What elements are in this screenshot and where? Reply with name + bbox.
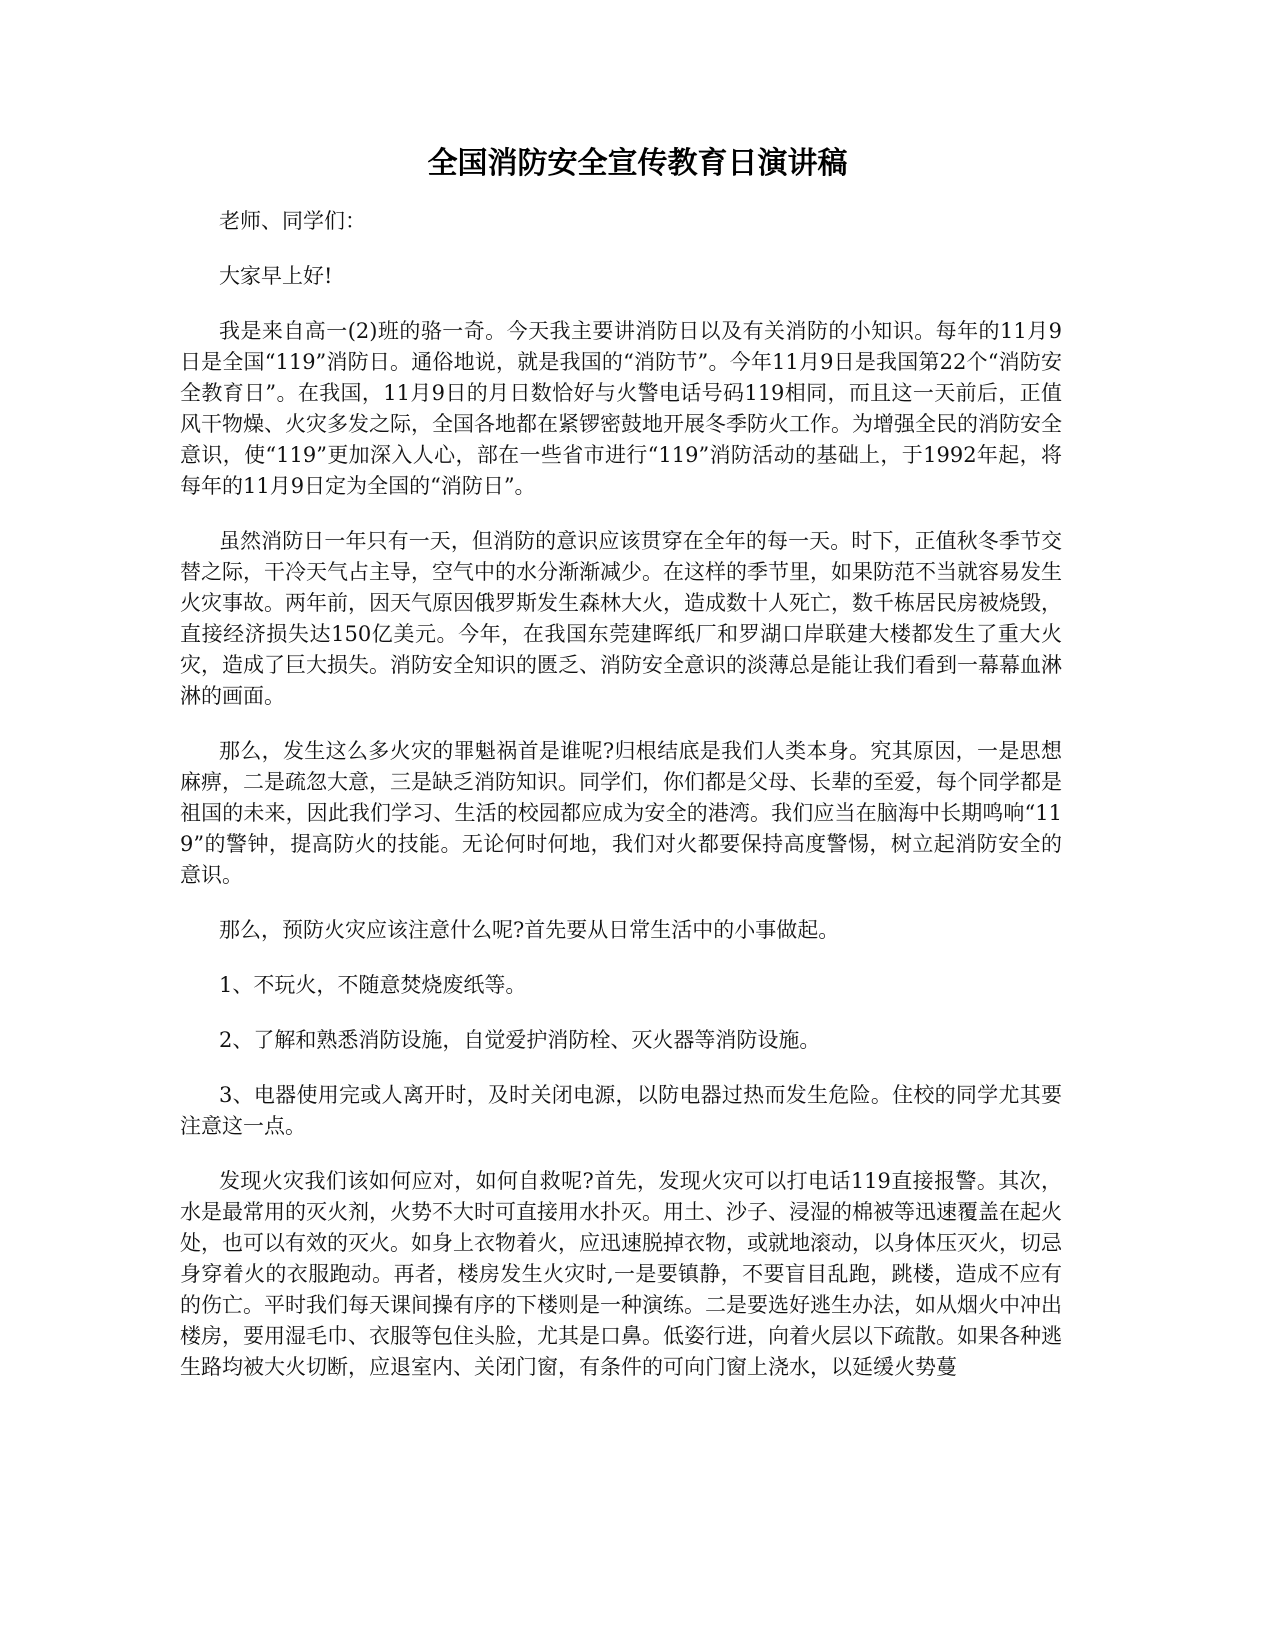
paragraph-season-risk: 虽然消防日一年只有一天，但消防的意识应该贯穿在全年的每一天。时下，正值秋冬季节交替之际，干冷天气占主导，空气中的水分渐渐减少。在这样的季节里，如果防范不当就容易发生火灾事故。两年前，因天气原因俄罗斯发生森林大火，造成数十人死亡，数千栋居民房被烧毁，直接经济损失达150亿美元。今年，在我国东莞建晖纸厂和罗湖口岸联建大楼都发生了重大火灾，造成了巨大损失。消防安全知识的匮乏、消防安全意识的淡薄总是能让我们看到一幕幕血淋淋的画面。 [180,529,1062,708]
list-item-2: 2、了解和熟悉消防设施，自觉爱护消防栓、灭火器等消防设施。 [219,1028,821,1052]
salutation: 老师、同学们： [219,209,366,233]
paragraph-prevention-intro: 那么，预防火灾应该注意什么呢?首先要从日常生活中的小事做起。 [219,918,840,942]
paragraph-introduction: 我是来自高一(2)班的骆一奇。今天我主要讲消防日以及有关消防的小知识。每年的11月9日是全国“119”消防日。通俗地说，就是我国的“消防节”。今年11月9日是我国第22个“消防安全教育日”。在我国，11月9日的月日数恰好与火警电话号码119相同，而且这一天前后，正值风干物燥、火灾多发之际，全国各地都在紧锣密鼓地开展冬季防火工作。为增强全民的消防安全意识，使“119”更加深入人心，部在一些省市进行“119”消防活动的基础上，于1992年起，将每年的11月9日定为全国的“消防日”。 [180,319,1062,498]
greeting: 大家早上好! [219,264,333,288]
paragraph-causes: 那么，发生这么多火灾的罪魁祸首是谁呢?归根结底是我们人类本身。究其原因，一是思想麻痹，二是疏忽大意，三是缺乏消防知识。同学们，你们都是父母、长辈的至爱，每个同学都是祖国的未来，因此我们学习、生活的校园都应成为安全的港湾。我们应当在脑海中长期鸣响“119”的警钟，提高防火的技能。无论何时何地，我们对火都要保持高度警惕，树立起消防安全的意识。 [180,739,1062,887]
list-item-3: 3、电器使用完或人离开时，及时关闭电源，以防电器过热而发生危险。住校的同学尤其要注意这一点。 [180,1083,1062,1138]
paragraph-self-rescue: 发现火灾我们该如何应对，如何自救呢?首先，发现火灾可以打电话119直接报警。其次，水是最常用的灭火剂，火势不大时可直接用水扑灭。用土、沙子、浸湿的棉被等迅速覆盖在起火处，也可以有效的灭火。如身上衣物着火，应迅速脱掉衣物，或就地滚动，以身体压灭火，切忌身穿着火的衣服跑动。再者，楼房发生火灾时,一是要镇静，不要盲目乱跑，跳楼，造成不应有的伤亡。平时我们每天课间操有序的下楼则是一种演练。二是要选好逃生办法，如从烟火中冲出楼房，要用湿毛巾、衣服等包住头脸，尤其是口鼻。低姿行进，向着火层以下疏散。如果各种逃生路均被大火切断，应退室内、关闭门窗，有条件的可向门窗上浇水，以延缓火势蔓 [180,1169,1062,1379]
list-item-1: 1、不玩火，不随意焚烧废纸等。 [219,973,527,997]
document-body [180,206,1062,1407]
document-title: 全国消防安全宣传教育日演讲稿 [427,146,848,181]
